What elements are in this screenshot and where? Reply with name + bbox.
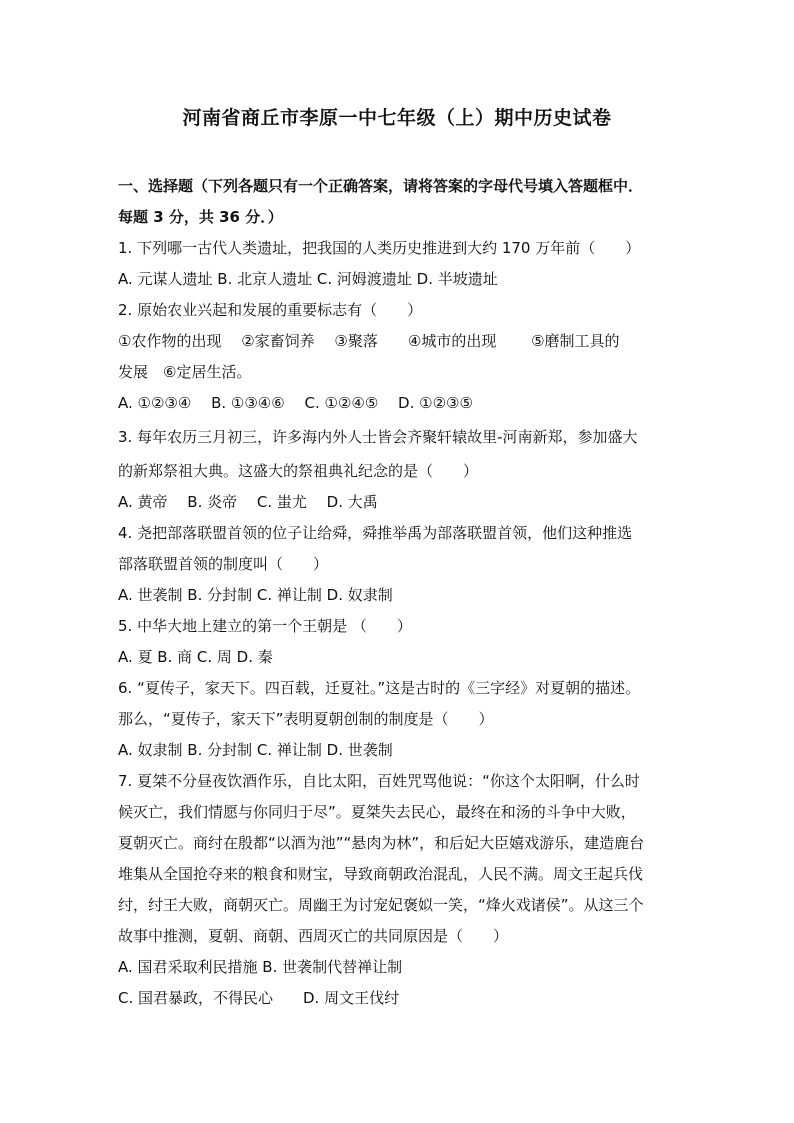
question-7-stem-line-3: 夏朝灭亡。商纣在殷都“以酒为池”“悬肉为林”，和后妃大臣嬉戏游乐，建造鹿台 (118, 834, 645, 852)
question-7-options-line-1: A. 国君采取利民措施 B. 世袭制代替禅让制 (118, 958, 403, 976)
question-3-stem-line-1: 3. 每年农历三月初三，许多海内外人士皆会齐聚轩辕故里-河南新郑，参加盛大 (118, 428, 638, 446)
question-1-stem: 1. 下列哪一古代人类遗址，把我国的人类历史推进到大约 170 万年前（ ） (118, 239, 641, 257)
question-4-options: A. 世袭制 B. 分封制 C. 禅让制 D. 奴隶制 (118, 586, 393, 604)
question-6-stem-line-1: 6. “夏传子，家天下。四百载，迁夏社。”这是古时的《三字经》对夏朝的描述。 (118, 679, 641, 697)
question-2-options: A. ①②③④ B. ①③④⑥ C. ①②④⑤ D. ①②③⑤ (118, 394, 473, 412)
section-heading-line-1: 一、选择题（下列各题只有一个正确答案，请将答案的字母代号填入答题框中． (118, 177, 644, 195)
question-7-stem-line-6: 故事中推测，夏朝、商朝、西周灭亡的共同原因是（ ） (118, 927, 509, 945)
question-1-options: A. 元谋人遗址 B. 北京人遗址 C. 河姆渡遗址 D. 半坡遗址 (118, 270, 498, 288)
section-heading-line-2: 每题 3 分，共 36 分．） (118, 208, 283, 226)
question-2-stem: 2. 原始农业兴起和发展的重要标志有（ ） (118, 301, 423, 319)
question-6-stem-line-2: 那么，“夏传子，家天下”表明夏朝创制的制度是（ ） (118, 710, 494, 728)
question-3-options: A. 黄帝 B. 炎帝 C. 蚩尤 D. 大禹 (118, 493, 378, 511)
question-3-stem-line-2: 的新郑祭祖大典。这盛大的祭祖典礼纪念的是（ ） (118, 462, 479, 480)
question-7-stem-line-5: 纣，纣王大败，商朝灭亡。周幽王为讨宠妃褒姒一笑，“烽火戏诸侯”。从这三个 (118, 896, 644, 914)
question-7-stem-line-1: 7. 夏桀不分昼夜饮酒作乐，自比太阳，百姓咒骂他说：“你这个太阳啊，什么时 (118, 772, 640, 790)
question-7-stem-line-4: 堆集从全国抢夺来的粮食和财宝，导致商朝政治混乱，人民不满。周文王起兵伐 (118, 865, 644, 883)
question-4-stem-line-2: 部落联盟首领的制度叫（ ） (118, 555, 329, 573)
question-2-items-line-2: 发展 ⑥定居生活。 (118, 363, 252, 381)
question-6-options: A. 奴隶制 B. 分封制 C. 禅让制 D. 世袭制 (118, 741, 393, 759)
question-7-options-line-2: C. 国君暴政，不得民心 D. 周文王伐纣 (118, 989, 400, 1007)
question-4-stem-line-1: 4. 尧把部落联盟首领的位子让给舜，舜推举禹为部落联盟首领，他们这种推选 (118, 524, 633, 542)
question-5-stem: 5. 中华大地上建立的第一个王朝是 （ ） (118, 617, 412, 635)
question-7-stem-line-2: 候灭亡，我们情愿与你同归于尽”。夏桀失去民心，最终在和汤的斗争中大败， (118, 803, 636, 821)
exam-title: 河南省商丘市李原一中七年级（上）期中历史试卷 (182, 107, 612, 129)
exam-content (118, 171, 678, 1014)
question-2-items-line-1: ①农作物的出现 ②家畜饲养 ③聚落 ④城市的出现 ⑤磨制工具的 (118, 332, 620, 350)
question-5-options: A. 夏 B. 商 C. 周 D. 秦 (118, 648, 273, 666)
